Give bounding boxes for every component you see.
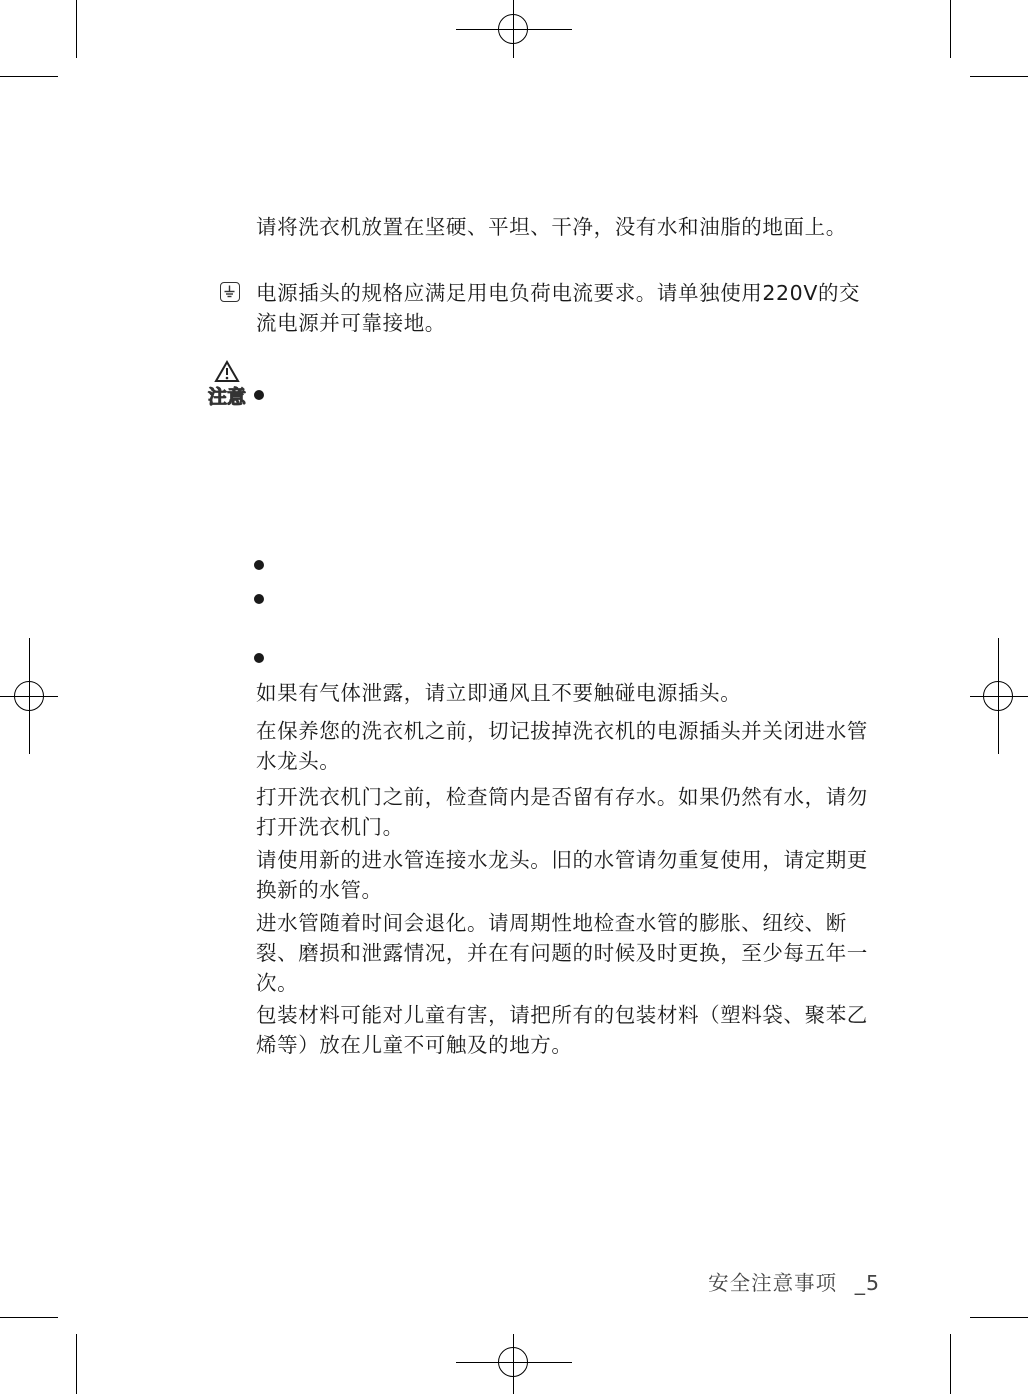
- paragraph-hose-inspection: 进水管随着时间会退化。请周期性地检查水管的膨胀、纽绞、断裂、磨损和泄露情况，并在有问题的时候及时更换，至少每五年一次。: [256, 911, 868, 995]
- ground-symbol-icon: [220, 282, 240, 302]
- bullet-point: [254, 390, 264, 400]
- paragraph-power-supply: 电源插头的规格应满足用电负荷电流要求。请单独使用220V的交流电源并可靠接地。: [256, 281, 861, 335]
- paragraph-packaging: 包装材料可能对儿童有害，请把所有的包装材料（塑料袋、聚苯乙烯等）放在儿童不可触及的地方。: [256, 1003, 868, 1057]
- paragraph-gas-leak: 如果有气体泄露，请立即通风且不要触碰电源插头。: [256, 681, 742, 705]
- paragraph-new-hose: 请使用新的进水管连接水龙头。旧的水管请勿重复使用，请定期更换新的水管。: [256, 848, 868, 902]
- page-footer: [708, 1266, 880, 1296]
- caution-label: 注意: [207, 386, 246, 408]
- crop-mark: [0, 1317, 58, 1318]
- footer-page-number: _5: [854, 1271, 880, 1295]
- crop-mark: [970, 1317, 1028, 1318]
- registration-circle: [498, 1347, 528, 1377]
- paragraph-floor-placement: 请将洗衣机放置在坚硬、平坦、干净，没有水和油脂的地面上。: [256, 215, 847, 239]
- bullet-point: [254, 653, 264, 663]
- paragraph-maintenance: 在保养您的洗衣机之前，切记拔掉洗衣机的电源插头并关闭进水管水龙头。: [256, 719, 868, 773]
- crop-mark: [950, 0, 951, 58]
- crop-mark: [0, 76, 58, 77]
- warning-triangle-icon: [203, 360, 251, 384]
- crop-mark: [76, 1334, 77, 1394]
- crop-mark: [970, 76, 1028, 77]
- bullet-point: [254, 560, 264, 570]
- bullet-point: [254, 594, 264, 604]
- paragraph-door-water: 打开洗衣机门之前，检查筒内是否留有存水。如果仍然有水，请勿打开洗衣机门。: [256, 785, 868, 839]
- caution-marker: [203, 360, 251, 410]
- registration-circle: [14, 681, 44, 711]
- crop-mark: [76, 0, 77, 58]
- registration-circle: [498, 14, 528, 44]
- footer-section-title: 安全注意事项: [708, 1271, 838, 1295]
- registration-circle: [983, 681, 1013, 711]
- crop-mark: [950, 1334, 951, 1394]
